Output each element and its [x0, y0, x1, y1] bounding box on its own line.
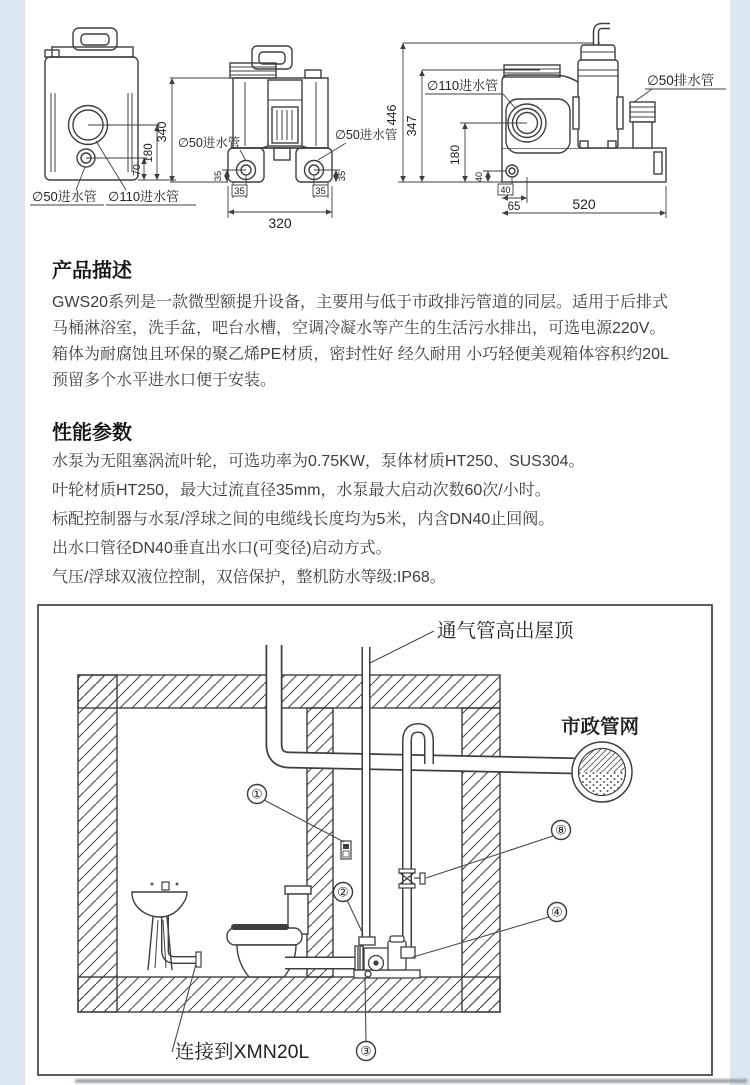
side-view-drawing [385, 26, 726, 218]
callout-3 [357, 1042, 376, 1061]
floor-slab [78, 977, 500, 1012]
svg-text:③: ③ [360, 1043, 372, 1059]
label-inlet110: ∅110进水管 [427, 78, 499, 93]
callout-4 [548, 903, 567, 922]
dim-35-left-v: 35 [213, 170, 224, 182]
next-section-edge [75, 1079, 747, 1083]
dim-35-left-h: 35 [234, 186, 245, 197]
label-inlet110: ∅110进水管 [108, 189, 180, 204]
dim-35-right-v: 35 [337, 170, 348, 182]
callout-1 [248, 785, 267, 804]
vent-pipe-label: 通气管高出屋顶 [437, 620, 574, 642]
label-outlet50: ∅50排水管 [647, 73, 715, 88]
product-description-heading: 产品描述 [52, 260, 132, 282]
svg-text:④: ④ [551, 904, 563, 920]
tank-handle [252, 46, 292, 69]
partition-wall [307, 708, 333, 977]
svg-text:⑧: ⑧ [555, 822, 567, 838]
dim-180: 180 [448, 144, 462, 166]
tank-lid [52, 47, 133, 57]
vent-connection [359, 937, 375, 945]
internal-pump [268, 80, 302, 146]
installation-diagram [25, 598, 730, 1085]
dim-180: 180 [143, 143, 155, 163]
performance-parameters-heading: 性能参数 [52, 422, 132, 444]
parameter-line: 气压/浮球双液位控制，双倍保护，整机防水等级:IP68。 [52, 569, 446, 586]
callout-2 [334, 883, 353, 902]
description-line: 马桶淋浴室，洗手盆，吧台水槽，空调冷凝水等产生的生活污水排出，可选电源220V。 [52, 320, 666, 337]
dim-65: 65 [507, 201, 521, 213]
toilet-seat [227, 928, 302, 945]
parameter-line: 叶轮材质HT250，最大过流直径35mm，水泵最大启动次数60次/小时。 [52, 482, 551, 499]
tank-body [233, 78, 328, 148]
dim-70: 70 [131, 164, 143, 176]
label-inlet50-right: ∅50进水管 [335, 128, 398, 142]
parameter-line: 出水口管径DN40垂直出水口(可变径)启动方式。 [52, 540, 392, 557]
dim-40-h: 40 [500, 185, 511, 195]
description-line: 箱体为耐腐蚀且环保的聚乙烯PE材质，密封性好 经久耐用 小巧轻便美观箱体容积约20L [52, 346, 669, 363]
dim-320: 320 [268, 215, 292, 231]
svg-text:②: ② [337, 884, 349, 900]
dim-347: 347 [405, 115, 419, 137]
svg-text:①: ① [251, 786, 263, 802]
label-inlet50: ∅50进水管 [32, 189, 97, 204]
controller-box [341, 841, 351, 859]
roof-wall [78, 675, 500, 708]
connect-label: 连接到XMN20L [175, 1041, 310, 1063]
dim-340: 340 [155, 121, 169, 143]
cutaway-view-drawing [155, 46, 397, 231]
description-line: 预留多个水平进水口便于安装。 [52, 372, 277, 389]
callout-8 [552, 821, 571, 840]
pump-base [354, 970, 420, 978]
front-view-drawing [30, 28, 196, 205]
drain-port [506, 165, 518, 177]
tank-body [45, 57, 138, 180]
product-description-text [52, 290, 720, 394]
left-wall [78, 675, 117, 1012]
discharge-connection [401, 947, 415, 958]
pump-motor [578, 60, 618, 148]
performance-parameters-text [52, 447, 720, 592]
dim-520: 520 [572, 196, 596, 212]
parameter-line: 水泵为无阻塞涡流叶轮，可选功率为0.75KW，泵体材质HT250、SUS304。 [52, 453, 585, 470]
description-line: GWS20系列是一款微型额提升设备，主要用与低于市政排污管道的同层。适用于后排式 [52, 294, 669, 311]
label-inlet50-left: ∅50进水管 [178, 136, 241, 150]
dim-35-right-h: 35 [315, 186, 326, 197]
dim-446: 446 [385, 104, 399, 126]
technical-drawings [25, 0, 730, 248]
municipal-network-label: 市政管网 [561, 716, 640, 738]
cistern-lid [285, 886, 311, 894]
parameter-line: 标配控制器与水泵/浮球之间的电缆线长度均为5米，内含DN40止回阀。 [52, 511, 555, 528]
faucet [162, 882, 169, 890]
dim-40-v: 40 [474, 171, 484, 183]
